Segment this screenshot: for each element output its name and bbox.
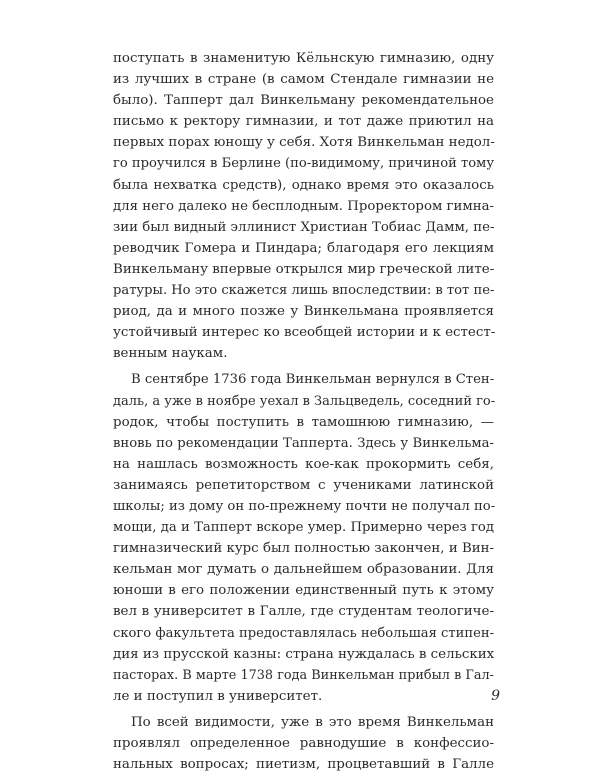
text-line: гимназический курс был полностью закончен, и Вин- <box>113 541 494 557</box>
text-line: вел в университет в Галле, где студентам теологиче- <box>113 604 494 620</box>
text-line: венным наукам. <box>113 346 228 362</box>
text-line: го проучился в Берлине (по-видимому, причиной тому <box>113 156 495 172</box>
text-line: на нашлась возможность кое-как прокормить себя, <box>113 456 494 472</box>
text-line: Винкельману впервые открылся мир греческой лите- <box>113 261 495 277</box>
text-line: ского факультета предоставлялась небольшая стипен- <box>113 625 494 641</box>
paragraph <box>113 712 494 775</box>
text-line: риод, да и много позже у Винкельмана проявляется <box>113 304 494 320</box>
text-line: юноши в его положении единственный путь к этому <box>113 583 494 599</box>
page-number: 9 <box>491 688 500 704</box>
text-line: ратуры. Но это скажется лишь впоследствии: в тот пе- <box>113 283 495 299</box>
text-line: дия из прусской казны: страна нуждалась в сельских <box>113 646 495 662</box>
text-line: занимаясь репетиторством с учениками латинской <box>113 477 494 493</box>
text-line: школы; из дому он по-прежнему почти не получал по- <box>113 498 496 514</box>
text-line: мощи, да и Тапперт вскоре умер. Примерно через год <box>113 520 494 536</box>
text-line: реводчик Гомера и Пиндара; благодаря его лекциям <box>113 240 494 256</box>
text-line: кельман мог думать о дальнейшем образовании. Для <box>113 562 494 578</box>
text-line: из лучших в стране (в самом Стендале гимназии не <box>113 72 494 88</box>
text-line: зии был видный эллинист Христиан Тобиас Дамм, пе- <box>113 219 495 235</box>
text-line: вновь по рекомендации Тапперта. Здесь у Винкельма- <box>113 435 494 451</box>
text-line: проявлял определенное равнодушие в конфессио- <box>113 736 494 751</box>
paragraph <box>113 369 494 707</box>
text-line: для него далеко не бесплодным. Проректором гимна- <box>113 198 494 214</box>
text-line: родок, чтобы поступить в тамошнюю гимназию, — <box>113 414 494 430</box>
text-line: В сентябре 1736 года Винкельман вернулся в Стен- <box>131 372 495 388</box>
text-line: была нехватка средств), однако время это оказалось <box>113 177 494 193</box>
text-line: По всей видимости, уже в это время Винкельман <box>131 714 494 730</box>
text-line: было). Тапперт дал Винкельману рекомендательное <box>113 93 494 109</box>
text-line: устойчивый интерес ко всеобщей истории и к естест- <box>113 325 496 341</box>
body-text <box>113 48 494 775</box>
text-line: даль, а уже в ноябре уехал в Зальцведель, соседний го- <box>113 393 496 409</box>
text-line: первых порах юношу у себя. Хотя Винкельман недол- <box>113 135 495 151</box>
text-line: ле и поступил в университет. <box>113 688 323 704</box>
paragraph <box>113 48 494 364</box>
text-line: пасторах. В марте 1738 года Винкельман прибыл в Гал- <box>113 667 494 683</box>
text-line: письмо к ректору гимназии, и тот даже приютил на <box>113 114 494 130</box>
text-line: нальных вопросах; пиетизм, процветавший в Галле <box>113 757 494 773</box>
text-line: поступать в знаменитую Кёльнскую гимназию, одну <box>113 51 494 66</box>
